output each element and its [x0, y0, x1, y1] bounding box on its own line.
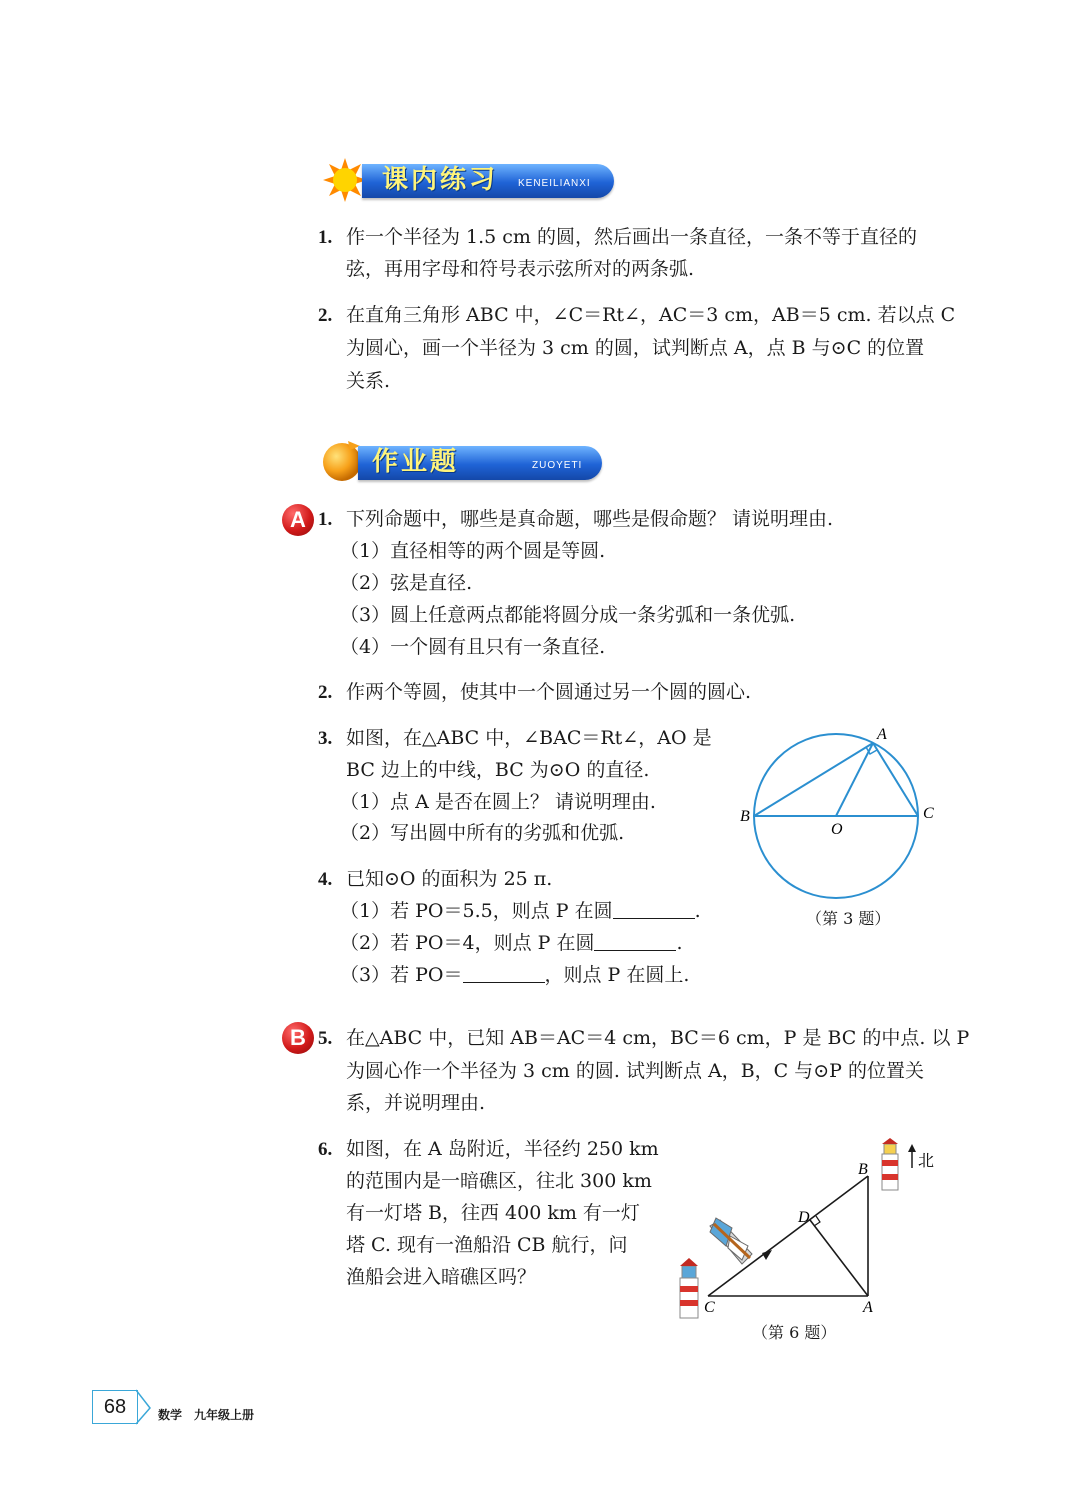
q4-item-3: （3）若 PO＝ ，则点 P 在圆上.: [340, 964, 690, 986]
q4-item-1-text: （1）若 PO＝5.5，则点 P 在圆: [340, 900, 613, 922]
q3-line-2: BC 边上的中线，BC 为⊙O 的直径.: [346, 759, 650, 781]
figure-6-diagram: [670, 1136, 940, 1326]
section-title: 课内练习: [382, 165, 499, 195]
q1-item-3: （3）圆上任意两点都能将圆分成一条劣弧和一条优弧.: [340, 604, 796, 626]
q1-item-2: （2）弦是直径.: [340, 572, 473, 594]
q5-line-2: 为圆心作一个半径为 3 cm 的圆. 试判断点 A，B，C 与⊙P 的位置关: [346, 1060, 924, 1082]
q6-line-2: 的范围内是一暗礁区，往北 300 km: [346, 1170, 652, 1192]
segment-ad: [810, 1220, 868, 1296]
fishing-boat-icon: [710, 1218, 752, 1264]
label-a: A: [877, 726, 887, 743]
q5-line-1: 在△ABC 中，已知 AB＝AC＝4 cm，BC＝6 cm，P 是 BC 的中点. 以 P: [346, 1027, 970, 1049]
section-subtitle: KENEILIANXI: [518, 178, 591, 189]
section-subtitle: ZUOYETI: [532, 460, 583, 471]
figure-3-diagram: [736, 724, 946, 904]
segment-ac: [873, 743, 918, 816]
q3-number: 3.: [318, 728, 333, 749]
q1-text: 下列命题中，哪些是真命题，哪些是假命题？ 请说明理由.: [346, 508, 834, 530]
q1-item-4: （4）一个圆有且只有一条直径.: [340, 636, 606, 658]
q6-line-3: 有一灯塔 B，往西 400 km 有一灯: [346, 1202, 640, 1224]
q2-number: 2.: [318, 682, 333, 703]
q4-item-2-text: （2）若 PO＝4，则点 P 在圆: [340, 932, 595, 954]
practice-2-line-3: 关系.: [346, 370, 391, 392]
label-o: O: [831, 821, 843, 838]
practice-1-number: 1.: [318, 227, 333, 248]
q5-number: 5.: [318, 1028, 333, 1049]
label-north: 北: [918, 1151, 935, 1170]
label-c: C: [923, 805, 934, 822]
answer-blank[interactable]: [463, 962, 545, 983]
practice-1-line-2: 弦，再用字母和符号表示弦所对的两条弧.: [346, 258, 695, 280]
section-homework-header: [320, 440, 602, 482]
q5-line-3: 系，并说明理由.: [346, 1092, 486, 1114]
page-number: 68: [92, 1390, 138, 1424]
figure-6-caption: （第 6 题）: [752, 1323, 837, 1342]
right-angle-mark-d: [814, 1216, 820, 1226]
section-practice-header: [322, 160, 614, 200]
practice-2-line-2: 为圆心，画一个半径为 3 cm 的圆，试判断点 A，点 B 与⊙C 的位置: [346, 337, 925, 359]
q6-line-1: 如图，在 A 岛附近，半径约 250 km: [346, 1138, 659, 1160]
lighthouse-c-icon: [680, 1258, 698, 1318]
q3-item-2: （2）写出圆中所有的劣弧和优弧.: [340, 822, 625, 844]
level-a-badge: A: [282, 504, 314, 536]
level-b-badge: B: [282, 1022, 314, 1054]
q2-text: 作两个等圆，使其中一个圆通过另一个圆的圆心.: [346, 681, 752, 703]
direction-arrow-icon: [762, 1250, 772, 1260]
book-title: 数学 九年级上册: [158, 1408, 255, 1422]
q6-number: 6.: [318, 1139, 333, 1160]
label-a: A: [863, 1299, 873, 1316]
label-c: C: [704, 1299, 715, 1316]
label-b: B: [858, 1161, 868, 1178]
practice-1-line-1: 作一个半径为 1.5 cm 的圆，然后画出一条直径，一条不等于直径的: [346, 226, 917, 248]
practice-2-line-1: 在直角三角形 ABC 中，∠C＝Rt∠，AC＝3 cm，AB＝5 cm. 若以点 C: [346, 304, 956, 326]
lighthouse-b-icon: [882, 1138, 898, 1190]
page-tab-arrow-icon: [136, 1388, 158, 1428]
label-d: D: [798, 1209, 810, 1226]
q4-number: 4.: [318, 869, 333, 890]
q4-item-2: （2）若 PO＝4，则点 P 在圆 .: [340, 932, 683, 954]
label-b: B: [740, 808, 750, 825]
north-arrow-icon: [908, 1144, 916, 1168]
practice-2-number: 2.: [318, 305, 333, 326]
q6-line-5: 渔船会进入暗礁区吗？: [346, 1266, 537, 1288]
q4-text: 已知⊙O 的面积为 25 π.: [346, 868, 553, 890]
q6-line-4: 塔 C. 现有一渔船沿 CB 航行，问: [346, 1234, 628, 1256]
figure-3-caption: （第 3 题）: [806, 909, 891, 928]
section-title: 作业题: [372, 447, 460, 477]
q4-item-3-text: （3）若 PO＝: [340, 964, 463, 986]
answer-blank[interactable]: [594, 930, 676, 951]
q3-line-1: 如图，在△ABC 中，∠BAC＝Rt∠，AO 是: [346, 727, 712, 749]
q1-item-1: （1）直径相等的两个圆是等圆.: [340, 540, 606, 562]
answer-blank[interactable]: [613, 898, 695, 919]
q3-item-1: （1）点 A 是否在圆上？ 请说明理由.: [340, 791, 656, 813]
q4-item-1: （1）若 PO＝5.5，则点 P 在圆 .: [340, 900, 701, 922]
q1-number: 1.: [318, 509, 333, 530]
